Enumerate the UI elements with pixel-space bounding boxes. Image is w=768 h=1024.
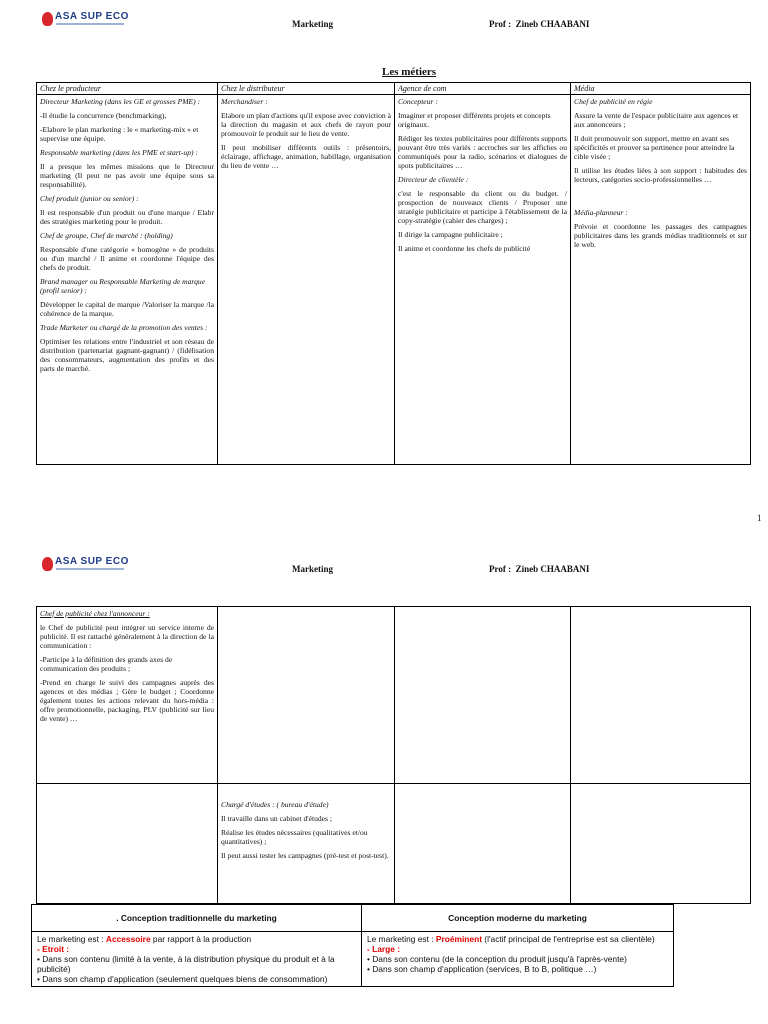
school-logo xyxy=(42,555,128,577)
role-title: Chef produit (junior ou senior) : xyxy=(40,194,139,203)
role-title: Merchandiser : xyxy=(221,97,268,106)
header-prof: Prof : Zineb CHAABANI xyxy=(489,19,590,29)
page-title: Les métiers xyxy=(382,66,437,78)
cell-traditionnelle: Le marketing est : Accessoire par rapport à la production - Etroit : • Dans son contenu (limité à la vente, à la distribution physique du produit et à la publicité) • Dans son champ d'application (seulement quelques biens de consommation) xyxy=(32,932,362,987)
cell-moderne: Le marketing est : Proéminent (l'actif principal de l'entreprise est sa clientèle) - Large : • Dans son contenu (de la conception du produit jusqu'à l'après-vente) • Dans son champ d'application (services, B to B, politique …) xyxy=(362,932,674,987)
cell-annonceur: Chef de publicité chez l'annonceur : le Chef de publicité peut intégrer un service interne de publicité. Il est rattaché généralement à la direction de la communication : -Participe à la définition des grands axes de communication des produits ; -Prend en charge le suivi des campagnes auprès des agences et des médias ; Gère le budget ; Coordonne également toutes les actions relevant du hors-média : offre promotionnelle, packaging, PLV (publicité sur lieu de vente) … xyxy=(37,607,218,784)
header-subject: Marketing xyxy=(292,19,333,29)
role-title: Chef de publicité chez l'annonceur : xyxy=(40,609,150,618)
role-title: Chef de publicité en régie xyxy=(574,97,653,106)
header-prof: Prof : Zineb CHAABANI xyxy=(489,564,590,574)
cell-distributeur: Merchandiser : Elabore un plan d'actions qu'il expose avec conviction à la direction du magasin et aux chefs de rayon pour promouvoir le produit sur le lieu de vente. Il peut mobiliser différents outils : présentoirs, éclairage, affichage, animation, habillage, organisation du lieu de vente … xyxy=(218,95,395,465)
school-logo xyxy=(42,10,128,32)
header-subject: Marketing xyxy=(292,564,333,574)
jobs-table xyxy=(36,82,751,465)
role-title: Concepteur : xyxy=(398,97,438,106)
role-title: Chef de groupe, Chef de marché : (holding) xyxy=(40,231,173,240)
logo-mark-icon xyxy=(42,12,53,26)
jobs-table-continued xyxy=(36,606,751,904)
logo-text: ASA SUP ECO xyxy=(55,11,129,22)
role-title: Brand manager ou Responsable Marketing de marque (profil senior) : xyxy=(40,277,206,295)
role-title: Média-planneur : xyxy=(574,208,628,217)
header-moderne: Conception moderne du marketing xyxy=(362,905,674,932)
col-header-media: Média xyxy=(571,83,751,95)
role-title: Directeur Marketing (dans les GE et grosses PME) : xyxy=(40,97,201,106)
role-title: Chargé d'études : ( bureau d'étude) xyxy=(221,800,329,809)
cell-agence: Concepteur : Imaginer et proposer différents projets et concepts originaux. Rédiger les textes publicitaires pour différents supports pouvant être très variés : accroches sur les affiches ou communiqués pour la radio, scénarios et dialogues de spots publicitaires … Directeur de clientèle : c'est le responsable du client ou du budget. / prospection de nouveaux clients / Proposer une stratégie publicitaire et participe à l'établissement de la copy-stratégie (cahier des charges) ; Il dirige la campagne publicitaire ; Il anime et coordonne les chefs de publicité xyxy=(395,95,571,465)
cell-media: Chef de publicité en régie Assure la vente de l'espace publicitaire aux agences et aux annonceurs ; Il doit promouvoir son support, mettre en avant ses spécificités et prouver sa pertinence pour atteindre la cible visée ; Il utilise les études liées à son support : habitudes des lecteurs, catégories socio-professionnelles … Média-planneur : Prévoie et coordonne les passages des campagnes publicitaires dans les grands médias traditionnels et sur le web. xyxy=(571,95,751,465)
col-header-agence: Agence de com xyxy=(395,83,571,95)
role-title: Directeur de clientèle : xyxy=(398,175,469,184)
cell-etudes: Chargé d'études : ( bureau d'étude) Il travaille dans un cabinet d'études ; Réalise les études nécessaires (qualitatives et/ou quantitatives) ; Il peut aussi tester les campagnes (pré-test et post-test). xyxy=(218,784,395,904)
col-header-producteur: Chez le producteur xyxy=(37,83,218,95)
page-number: 1 xyxy=(757,513,762,523)
logo-text: ASA SUP ECO xyxy=(55,556,129,567)
role-title: Trade Marketer ou chargé de la promotion des ventes : xyxy=(40,323,208,332)
conception-table xyxy=(31,904,674,987)
logo-mark-icon xyxy=(42,557,53,571)
header-traditionnelle: . Conception traditionnelle du marketing xyxy=(32,905,362,932)
role-title: Responsable marketing (dans les PME et start-up) : xyxy=(40,148,198,157)
cell-producteur: Directeur Marketing (dans les GE et grosses PME) : -Il étudie la concurrence (benchmarking), -Elabore le plan marketing : le « marketing-mix » et supervise une équipe. Responsable marketing (dans les PME et start-up) : Il a presque les mêmes missions que le Directeur marketing (Il peut ne pas avoir une équipe sous sa responsabilité). Chef produit (junior ou senior) : Il est responsable d'un produit ou d'une marque / Elabr des stratégies marketing pour le produit. Chef de groupe, Chef de marché : (holding) Responsable d'une catégorie « homogène » de produits ou d'un marché / Il anime et coordonne l'équipe des chefs de produit. Brand manager ou Responsable Marketing de marque (profil senior) : Développer le capital de marque /Valoriser la marque /la cohérence de la marque. Trade Marketer ou chargé de la promotion des ventes : Optimiser les relations entre l'industriel et son réseau de distribution (partenariat gagnant-gagnant) / (fidélisation des consommateurs, augmentation des profits et des parts de marché. xyxy=(37,95,218,465)
col-header-distributeur: Chez le distributeur xyxy=(218,83,395,95)
